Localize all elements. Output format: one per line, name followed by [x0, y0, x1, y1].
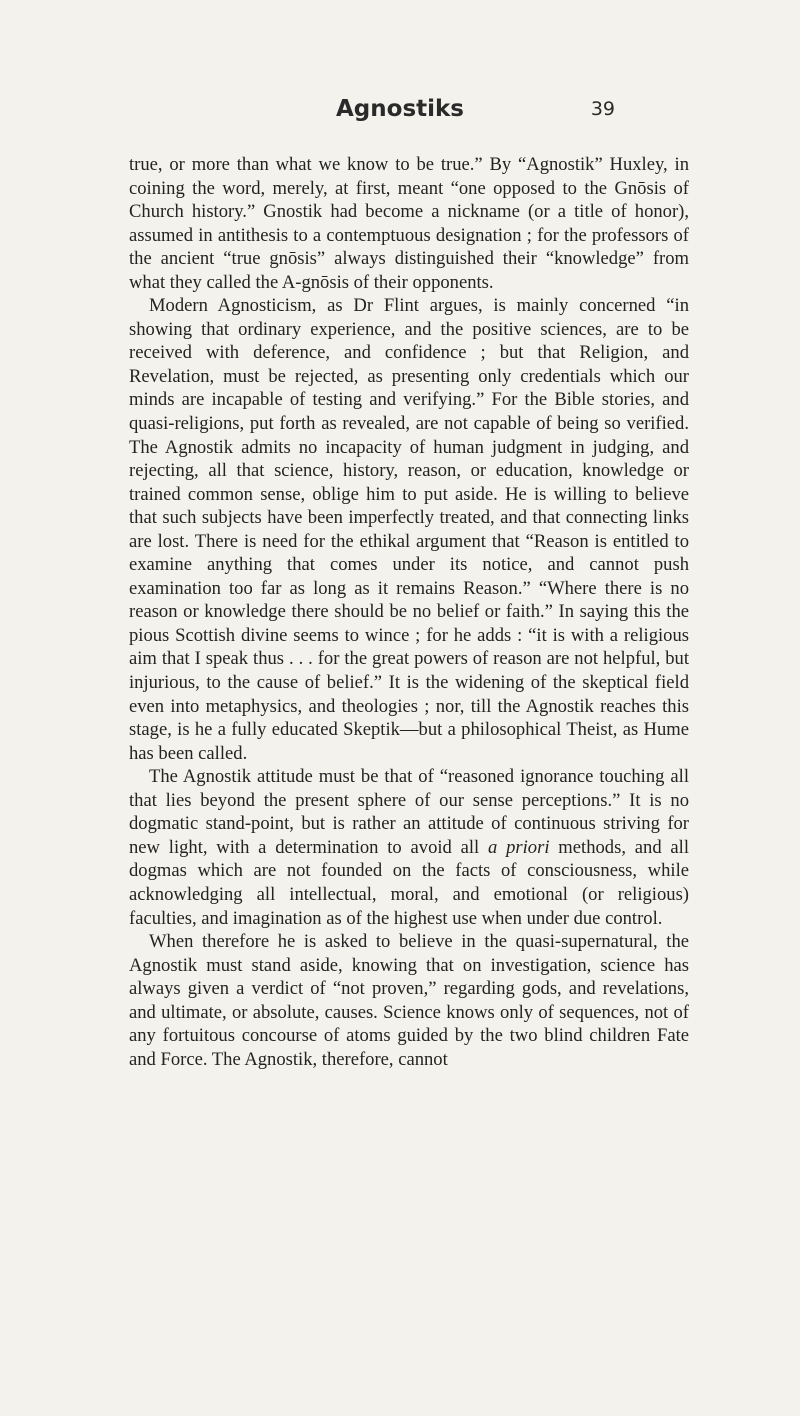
- page-number: 39: [590, 98, 615, 120]
- italic-phrase: a priori: [488, 836, 550, 858]
- text-segment: true, or more than what we know to be true.” By “Agnostik” Huxley, in coining the word, merely, at first, meant “one opposed to the Gnōsis of Church history.” Gnostik had become a nickname (or a title of honor), assumed in antithesis to a contemptuous designation ; for the professors of the ancient “true gnōsis” always distinguished their “knowledge” from what they called the A-gnōsis of their opponents.: [129, 154, 689, 293]
- paragraph-2: [129, 294, 689, 765]
- body-text: [129, 153, 689, 1071]
- text-segment: The Agnostik attitude must be that of “reasoned ignorance touching all that lies beyond the present sphere of our sense perceptions.” It is no dogmatic stand-point, but is rather an attitude of continuous striving for new light, with a determination to avoid all: [129, 766, 689, 858]
- paragraph-3: [129, 765, 689, 930]
- text-segment: When therefore he is asked to believe in the quasi-supernatural, the Agnostik must stand aside, knowing that on investigation, science has always given a verdict of “not proven,” regarding gods, and revelations, and ultimate, or absolute, causes. Science knows only of sequences, not of any fortuitous concourse of atoms guided by the two blind children Fate and Force. The Agnostik, therefore, cannot: [129, 931, 689, 1070]
- paragraph-4: [129, 930, 689, 1071]
- text-segment: methods, and all dogmas which are not founded on the facts of consciousness, while acknowledging all intellectual, moral, and emotional (or religious) faculties, and imagination as of the highest use when under due control.: [129, 836, 689, 929]
- page-header: [0, 96, 800, 136]
- text-segment: Modern Agnosticism, as Dr Flint argues, is mainly concerned “in showing that ordinary experience, and the positive sciences, are to be received with deference, and confidence ; but that Religion, and Revelation, must be rejected, as presenting only credentials which our minds are incapable of testing and verifying.” For the Bible stories, and quasi-religions, put forth as revealed, are not capable of being so verified. The Agnostik admits no incapacity of human judgment in judging, and rejecting, all that science, history, reason, or education, knowledge or trained common sense, oblige him to put aside. He is willing to believe that such subjects have been imperfectly treated, and that connecting links are lost. There is need for the ethikal argument that “Reason is entitled to examine anything that comes under its notice, and cannot push examination too far as long as it remains Reason.” “Where there is no reason or knowledge there should be no belief or faith.” In saying this the pious Scottish divine seems to wince ; for he adds : “it is with a religious aim that I speak thus . . . for the great powers of reason are not helpful, but injurious, to the cause of belief.” It is the widening of the skeptical field even into metaphysics, and theologies ; nor, till the Agnostik reaches this stage, is he a fully educated Skeptik—but a philosophical Theist, as Hume has been called.: [129, 295, 689, 764]
- paragraph-1: [129, 153, 689, 294]
- running-title: Agnostiks: [336, 96, 464, 122]
